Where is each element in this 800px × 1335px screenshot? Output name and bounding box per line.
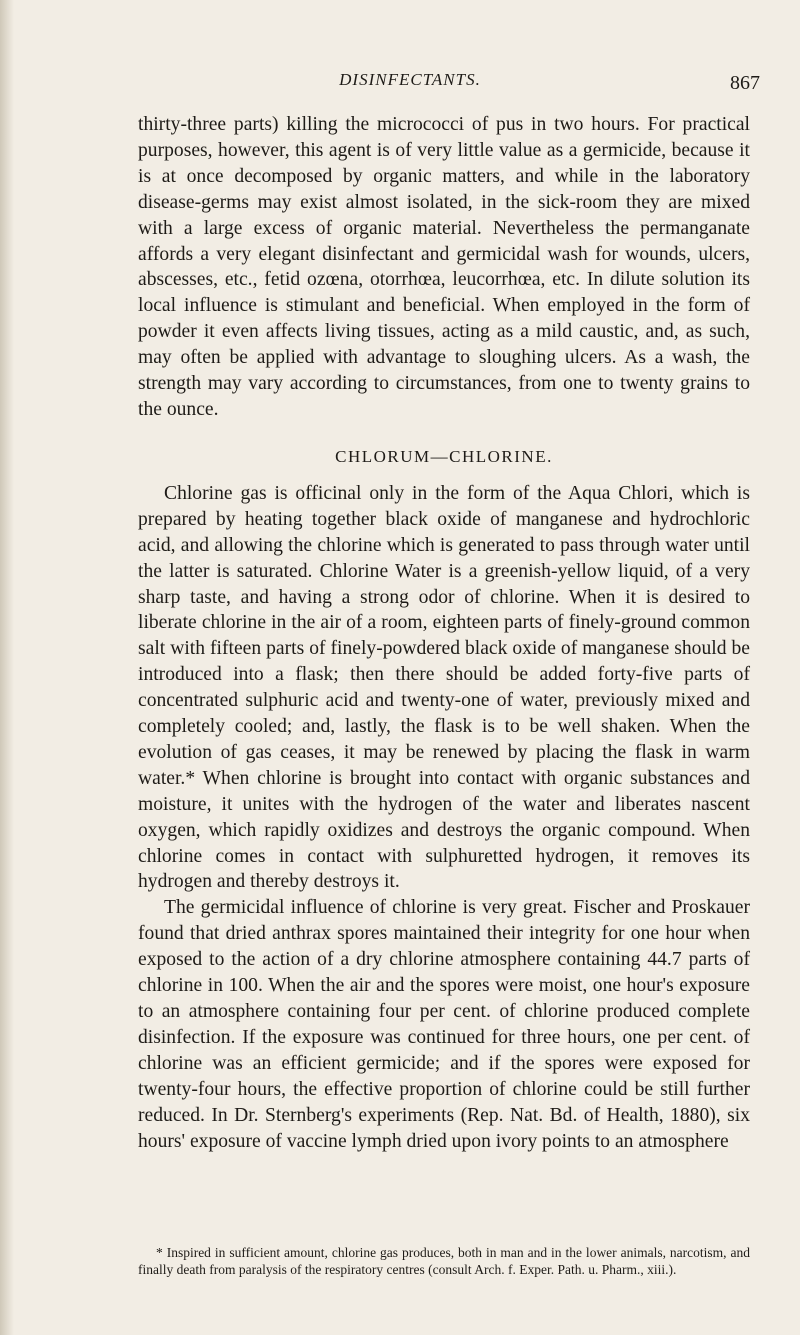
footnote-text: * Inspired in sufficient amount, chlorine gas produces, both in man and in the lower animals, narcotism, and finally death from paralysis of the respiratory centres (consult Arch. f. Exper. Path. u. Pharm., xiii.). <box>138 1245 750 1277</box>
page-header <box>140 70 760 100</box>
page-number: 867 <box>730 72 760 94</box>
running-title: DISINFECTANTS. <box>339 70 481 89</box>
page-binding-shadow <box>0 0 14 1335</box>
paragraph-germicidal-influence: The germicidal influence of chlorine is very great. Fischer and Proskauer found that dried anthrax spores maintained their integrity for one hour when exposed to the action of a dry chlorine atmosphere containing 44.7 parts of chlorine in 100. When the air and the spores were moist, one hour's exposure to an atmosphere containing four per cent. of chlorine produced complete disinfection. If the exposure was continued for three hours, one per cent. of chlorine was an efficient germicide; and if the spores were exposed for twenty-four hours, the effective proportion of chlorine could be still further reduced. In Dr. Sternberg's experiments (Rep. Nat. Bd. of Health, 1880), six hours' exposure of vaccine lymph dried upon ivory points to an atmosphere <box>138 897 750 1152</box>
body-text <box>138 112 750 1154</box>
footnote <box>138 1244 750 1278</box>
section-heading: CHLORUM—CHLORINE. <box>335 446 553 466</box>
paragraph-chlorine-preparation: Chlorine gas is officinal only in the form of the Aqua Chlori, which is prepared by heating together black oxide of manganese and hydrochloric acid, and allowing the chlorine which is generated to pass through water until the latter is saturated. Chlorine Water is a greenish-yellow liquid, of a very sharp taste, and having a strong odor of chlorine. When it is desired to liberate chlorine in the air of a room, eighteen parts of finely-ground common salt with fifteen parts of finely-powdered black oxide of manganese should be introduced into a flask; then there should be added forty-five parts of concentrated sulphuric acid and twenty-one of water, previously mixed and completely cooled; and, lastly, the flask is to be well shaken. When the evolution of gas ceases, it may be renewed by placing the flask in warm water.* When chlorine is brought into contact with organic substances and moisture, it unites with the hydrogen of the water and liberates nascent oxygen, which rapidly oxidizes and destroys the organic compound. When chlorine comes in contact with sulphuretted hydrogen, it removes its hydrogen and thereby destroys it. <box>138 482 750 893</box>
paragraph-permanganate: thirty-three parts) killing the micrococci of pus in two hours. For practical purposes, however, this agent is of very little value as a germicide, because it is at once decomposed by organic matters, and while in the laboratory disease-germs may exist almost isolated, in the sick-room they are mixed with a large excess of organic material. Nevertheless the permanganate affords a very elegant disinfectant and germicidal wash for wounds, ulcers, abscesses, etc., fetid ozœna, otorrhœa, leucorrhœa, etc. In dilute solution its local influence is stimulant and beneficial. When employed in the form of powder it even affects living tissues, acting as a mild caustic, and, as such, may often be applied with advantage to sloughing ulcers. As a wash, the strength may vary according to circumstances, from one to twenty grains to the ounce. <box>138 114 750 420</box>
